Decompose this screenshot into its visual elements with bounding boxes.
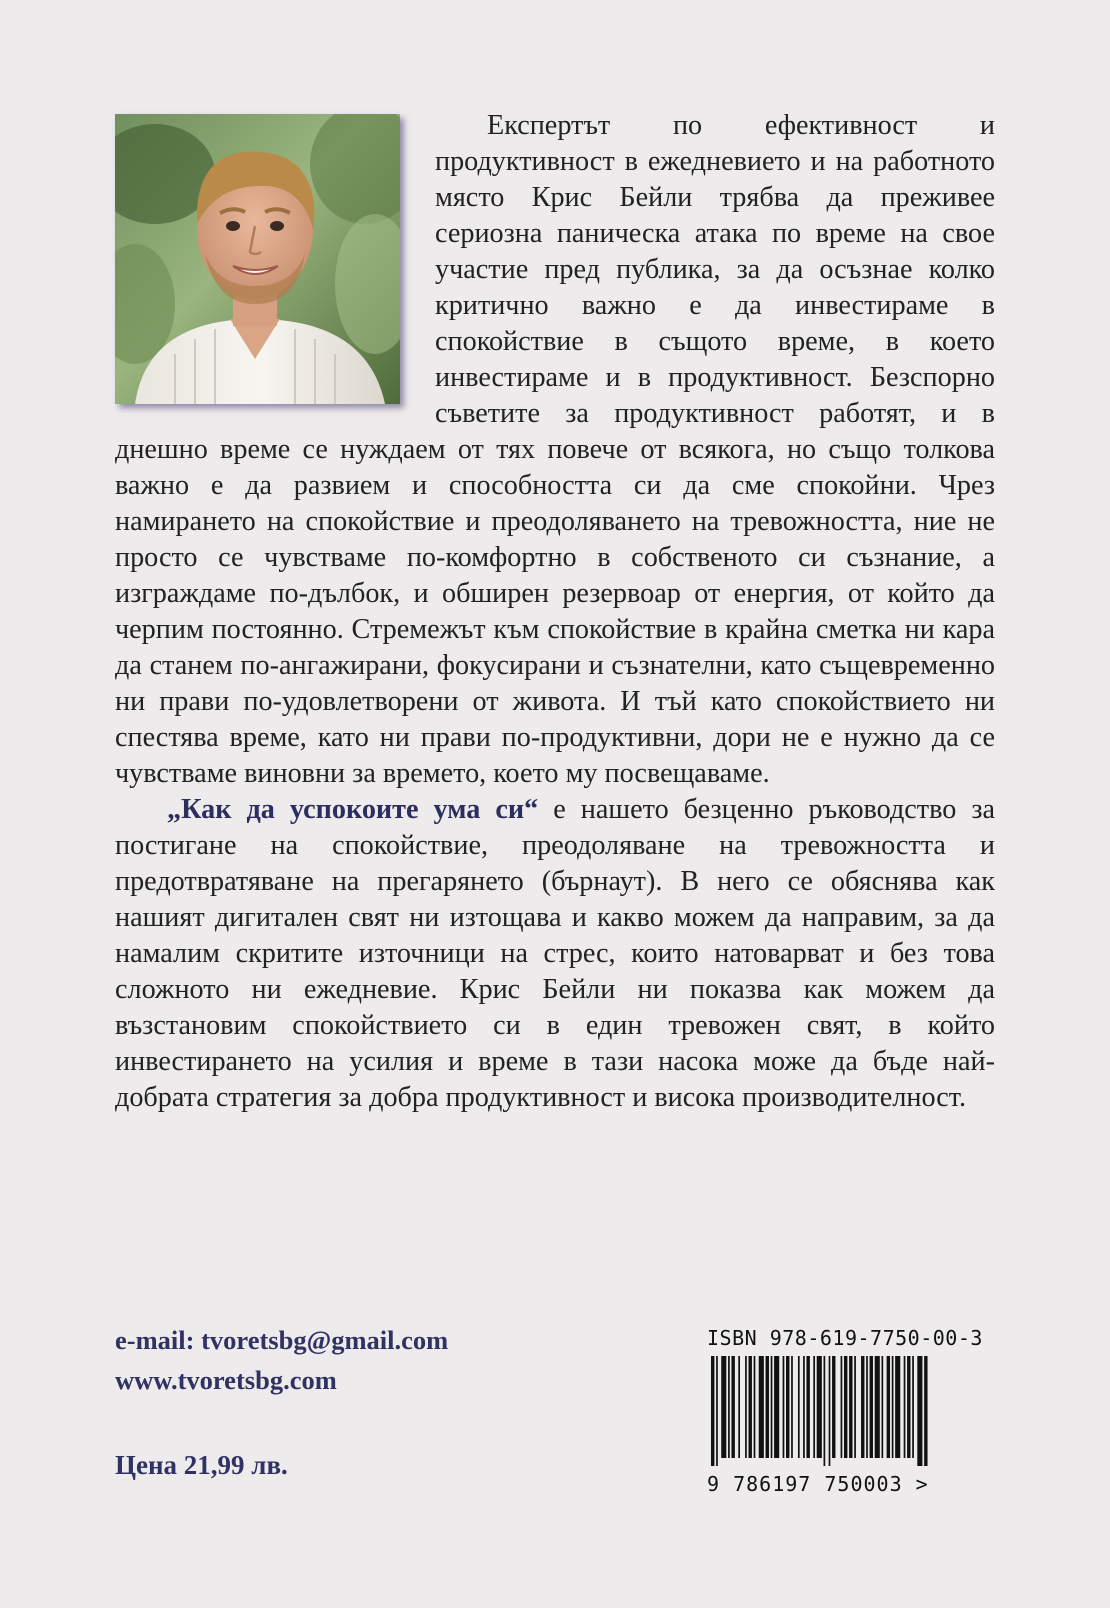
barcode-bar <box>721 1356 726 1458</box>
barcode-bar <box>766 1356 769 1458</box>
barcode-bar <box>924 1356 927 1466</box>
barcode-bar <box>806 1356 809 1458</box>
barcode-bar <box>759 1356 764 1458</box>
barcode-bar <box>829 1356 831 1466</box>
contact-info <box>115 1320 448 1400</box>
barcode-bar <box>745 1356 747 1458</box>
barcode-bar <box>817 1356 822 1458</box>
barcode-digits: 9 786197 750003 > <box>707 1472 929 1496</box>
barcode-bar <box>866 1356 868 1458</box>
isbn-barcode <box>707 1326 997 1496</box>
barcode-bar <box>813 1356 815 1458</box>
barcode-bar <box>854 1356 856 1458</box>
photo-spacer <box>115 108 435 432</box>
barcode-bar <box>783 1356 785 1458</box>
barcode-bars <box>707 1356 997 1466</box>
barcode-bar <box>774 1356 779 1458</box>
barcode-bar <box>786 1356 789 1458</box>
barcode-bar <box>749 1356 752 1458</box>
barcode-bar <box>824 1356 826 1466</box>
description-text <box>115 108 995 1116</box>
barcode-bar <box>754 1356 756 1458</box>
paragraph-2-text: е нашето безценно ръководство за постигане на спокойствие, преодоляване на тревожността и предотвратяване на прегарянето (бърнаут). В него се обяснява как нашият дигитален свят ни изтощава и какво можем да направим, за да намалим скритите източници на стрес, които натоварват и без това сложното ни ежедневие. Крис Бейли ни показва как можем да възстановим спокойствието си в един тревожен свят, в който инвестирането на усилия и време в тази насока може да бъде най-добрата стратегия за добра продуктивност и висока производителност. <box>115 794 995 1113</box>
barcode-bar <box>849 1356 852 1458</box>
barcode-bar <box>841 1356 843 1458</box>
barcode-bar <box>907 1356 910 1458</box>
barcode-bar <box>875 1356 880 1458</box>
email-link[interactable]: e-mail: tvoretsbg@gmail.com <box>115 1325 449 1355</box>
barcode-bar <box>870 1356 873 1458</box>
barcode-bar <box>738 1356 740 1458</box>
barcode-bar <box>728 1356 730 1458</box>
isbn-label: ISBN 978-619-7750-00-3 <box>707 1326 983 1350</box>
barcode-bar <box>844 1356 847 1458</box>
barcode-bar <box>832 1356 835 1458</box>
barcode-bar <box>904 1356 906 1458</box>
barcode-bar <box>803 1356 805 1458</box>
barcode-bar <box>892 1356 894 1458</box>
barcode-bar <box>917 1356 922 1466</box>
website-link[interactable]: www.tvoretsbg.com <box>115 1365 337 1395</box>
barcode-bar <box>912 1356 914 1458</box>
barcode-bar <box>887 1356 890 1458</box>
barcode-bar <box>791 1356 793 1458</box>
barcode-bar <box>895 1356 900 1458</box>
barcode-bar <box>882 1356 884 1458</box>
book-title: „Как да успокоите ума си“ <box>167 794 539 825</box>
barcode-bar <box>771 1356 773 1458</box>
paragraph-1: Експертът по ефективност и продуктивност в ежедневието и на работното място Крис Бейли трябва да преживее сериозна паническа атака по време на свое участие пред публика, за да осъзнае колко критично важно е да инвестираме в спокойствие в същото време, в което инвестираме и в продуктивност. Безспорно съветите за продуктивност работят, и в днешно време се нуждаем от тях повече от всякога, но също толкова важно е да развием и способността си да сме спокойни. Чрез намирането на спокойствие и преодоляването на тревожността, ние не просто се чувстваме по-комфортно в собственото си съзнание, а изграждаме по-дълбок, и обширен резервоар от енергия, от който да черпим постоянно. Стремежът към спокойствие в крайна сметка ни кара да станем по-ангажирани, фокусирани и съзнателни, като същевременно ни прави по-удовлетворени от живота. И тъй като спокойствието ни спестява време, като ни прави по-продуктивни, дори не е нужно да се чувстваме виновни за времето, което му посвещаваме. <box>115 110 995 789</box>
barcode-bar <box>798 1356 800 1458</box>
barcode-bar <box>716 1356 718 1466</box>
barcode-bar <box>861 1356 864 1458</box>
barcode-bar <box>731 1356 734 1458</box>
price-label: Цена 21,99 лв. <box>115 1450 288 1480</box>
paragraph-2 <box>115 792 995 1116</box>
barcode-bar <box>711 1356 714 1466</box>
